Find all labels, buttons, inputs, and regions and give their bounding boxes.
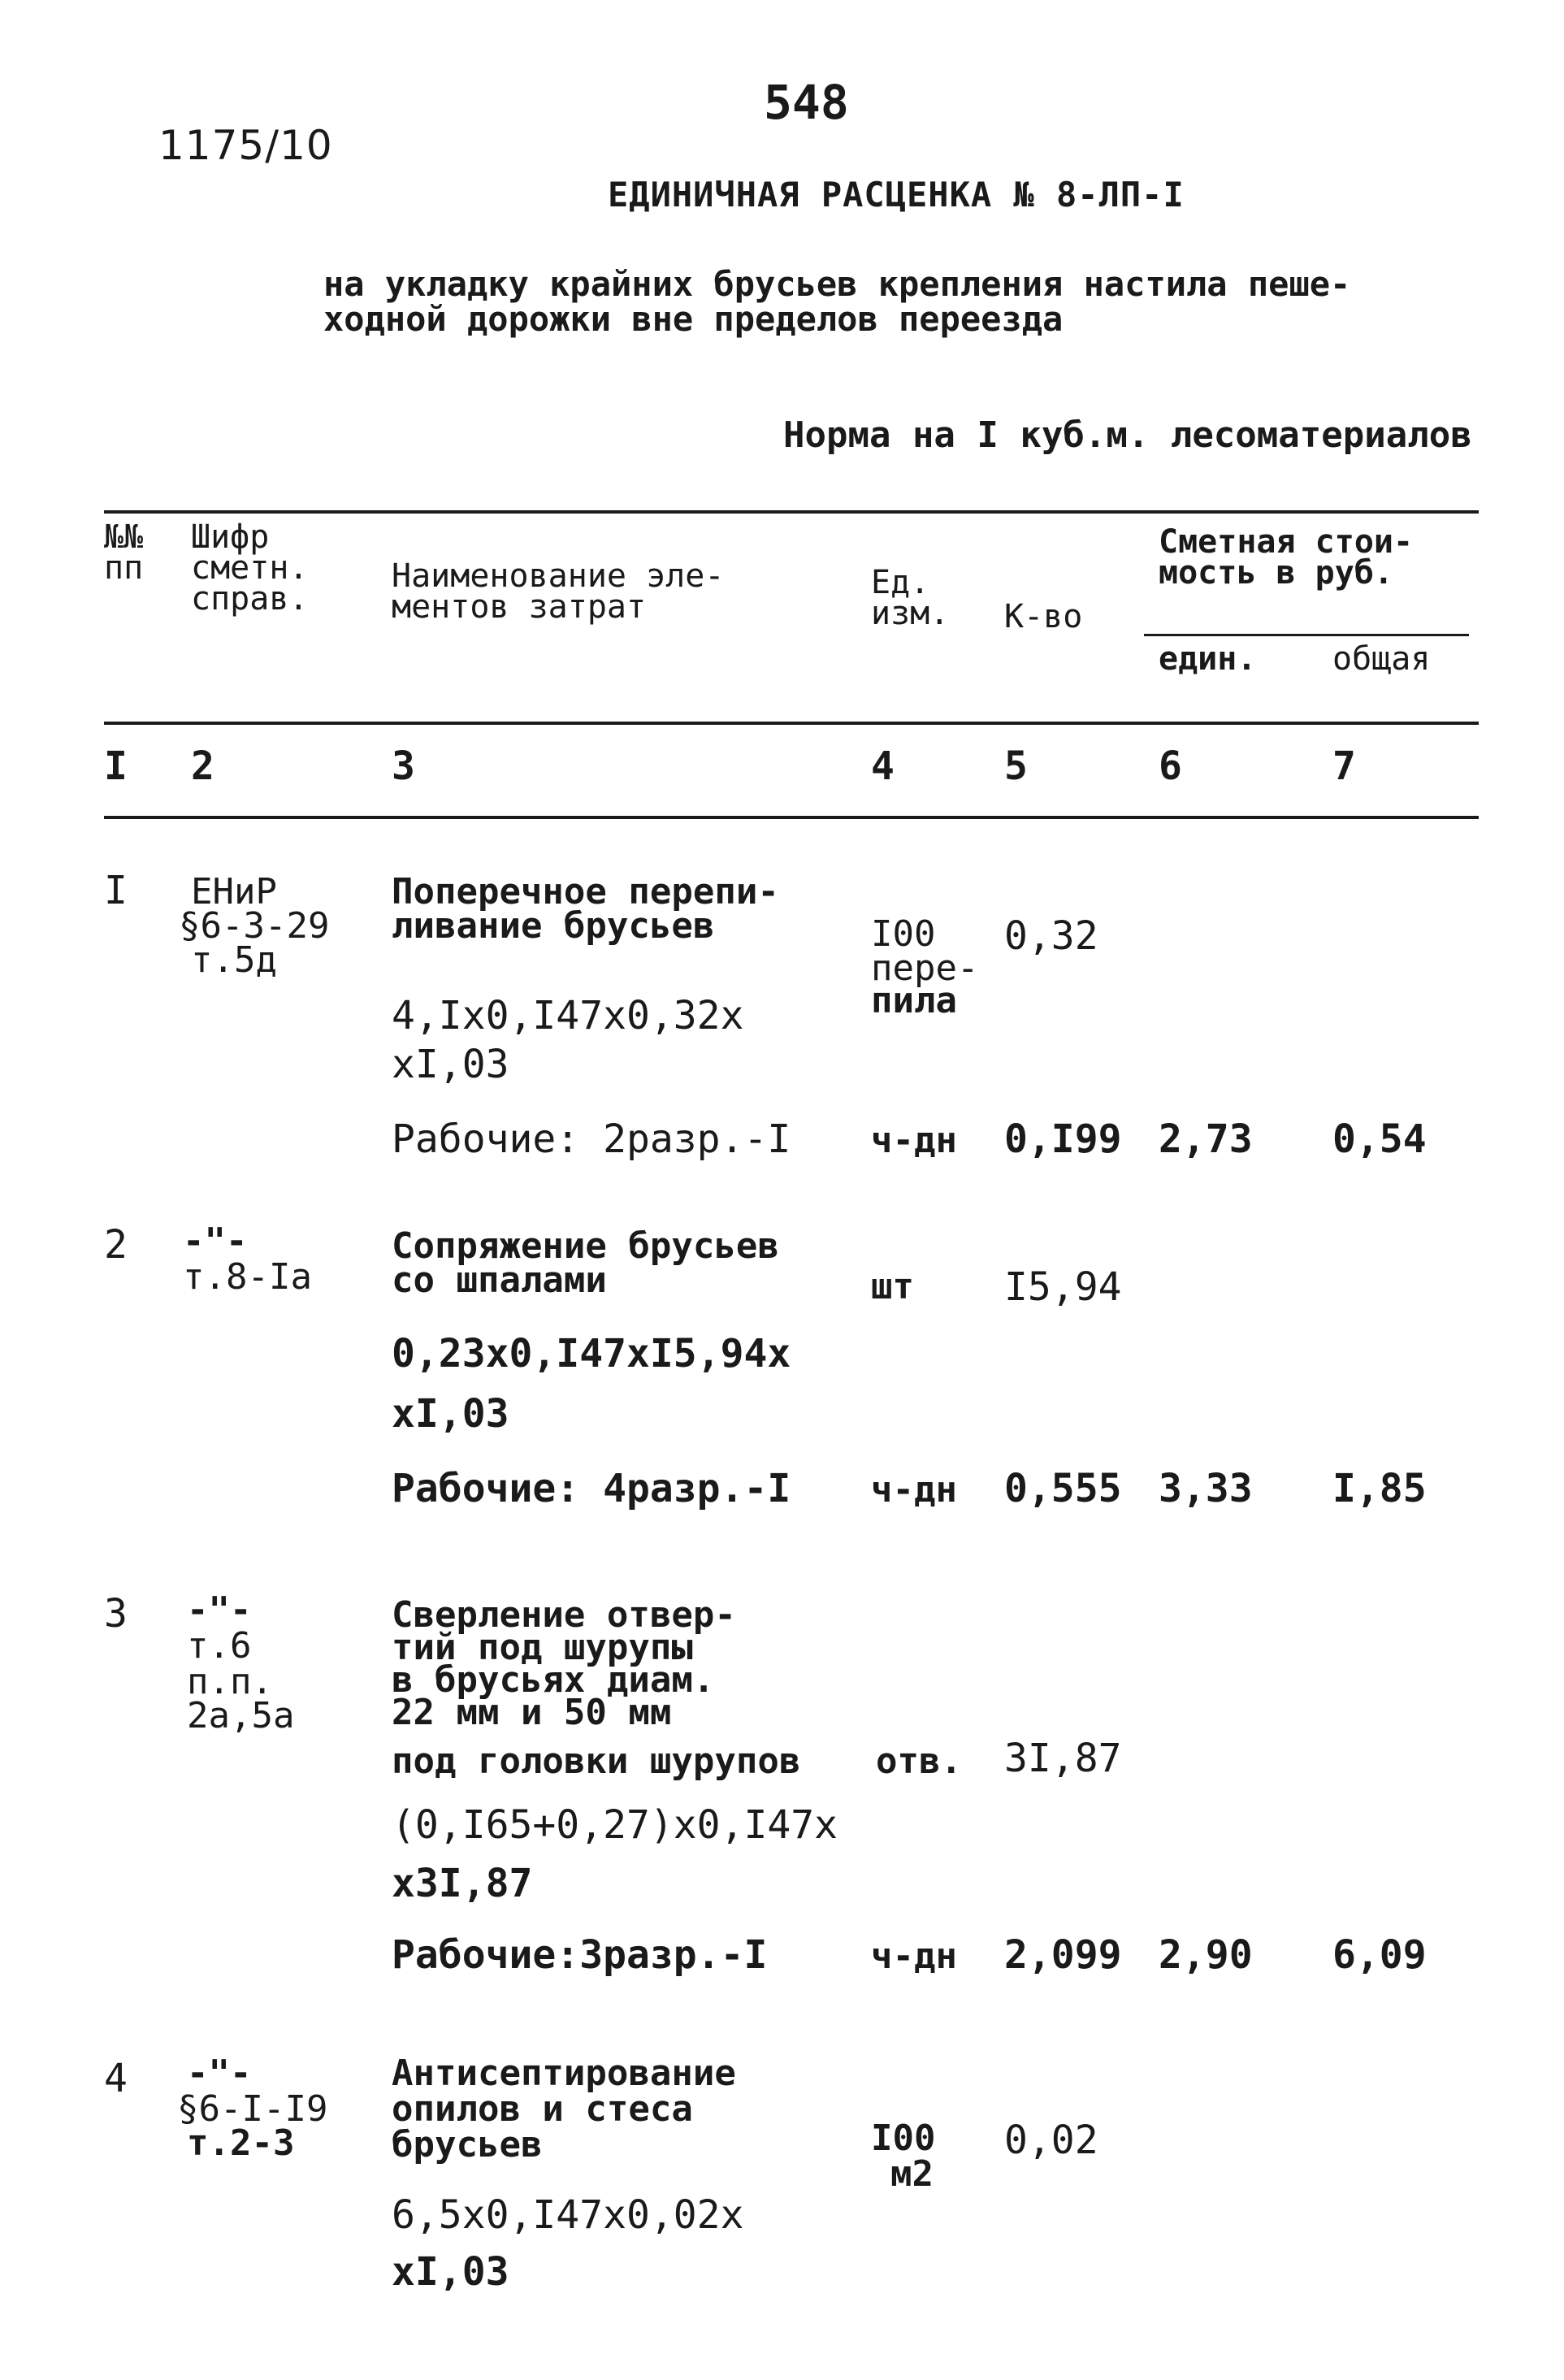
row-code: §6-I-I9 xyxy=(177,2088,328,2130)
row-formula: хI,03 xyxy=(392,2249,509,2295)
column-number: 4 xyxy=(871,743,895,789)
row-unit: шт xyxy=(871,1266,914,1307)
header-code-line3: справ. xyxy=(191,580,309,618)
row-labor: Рабочие:3разр.-I xyxy=(392,1932,768,1978)
header-cost-unit: един. xyxy=(1159,640,1257,678)
cost-sub-rule xyxy=(1144,634,1469,636)
row-name: со шпалами xyxy=(392,1259,607,1301)
row-name: тий под шурупы xyxy=(392,1627,693,1668)
row-price-total: 6,09 xyxy=(1332,1932,1427,1978)
row-code: -"- xyxy=(183,1220,248,1262)
row-price-total: I,85 xyxy=(1332,1466,1427,1511)
header-cost-total: общая xyxy=(1332,640,1431,678)
header-qty: К-во xyxy=(1004,598,1083,635)
row-formula: (0,I65+0,27)х0,I47х xyxy=(392,1802,838,1848)
handwritten-number: 1175/10 xyxy=(158,122,333,169)
row-name: под головки шурупов xyxy=(392,1741,801,1782)
row-qty: 0,02 xyxy=(1004,2118,1098,2163)
row-unit: пере- xyxy=(871,947,979,989)
row-labor: Рабочие: 4разр.-I xyxy=(392,1466,791,1511)
header-name-line1: Наименование эле- xyxy=(392,557,725,595)
row-code: -"- xyxy=(187,2053,252,2094)
column-number: 2 xyxy=(191,743,214,789)
row-qty: 3I,87 xyxy=(1004,1736,1122,1781)
header-cost-line2: мость в руб. xyxy=(1159,554,1393,592)
row-unit: I00 xyxy=(871,2118,936,2159)
row-unit: м2 xyxy=(890,2153,934,2195)
row-qty: 0,32 xyxy=(1004,913,1098,959)
row-code: ЕНиР xyxy=(191,871,277,913)
row-code: §6-3-29 xyxy=(179,905,330,947)
column-number: 7 xyxy=(1332,743,1356,789)
row-labor: Рабочие: 2разр.-I xyxy=(392,1116,791,1162)
page-number: 548 xyxy=(764,75,849,130)
row-number: 4 xyxy=(104,2056,128,2101)
header-unit-line1: Ед. xyxy=(871,564,930,601)
row-code: -"- xyxy=(187,1589,252,1631)
row-name: 22 мм и 50 мм xyxy=(392,1692,672,1733)
row-code: т.8-Iа xyxy=(183,1256,312,1298)
row-code: т.6 xyxy=(187,1625,252,1667)
row-price-unit: 2,90 xyxy=(1159,1932,1253,1978)
column-number: 5 xyxy=(1004,743,1028,789)
header-code-line2: сметн. xyxy=(191,549,309,587)
table-top-rule xyxy=(104,510,1479,514)
row-unit: I00 xyxy=(871,913,936,955)
column-number: I xyxy=(104,743,128,789)
row-number: 3 xyxy=(104,1591,128,1637)
column-number: 3 xyxy=(392,743,415,789)
row-name: Поперечное перепи- xyxy=(392,871,779,913)
header-bottom-rule xyxy=(104,722,1479,725)
row-code: 2а,5а xyxy=(187,1695,295,1736)
row-name: брусьев xyxy=(392,2124,543,2165)
row-name: в брусьях диам. xyxy=(392,1659,715,1701)
row-formula: хI,03 xyxy=(392,1391,509,1437)
colnum-bottom-rule xyxy=(104,816,1479,819)
row-number: 2 xyxy=(104,1222,128,1268)
header-num-line1: №№ xyxy=(104,518,144,556)
row-formula: 6,5х0,I47х0,02х xyxy=(392,2192,744,2238)
row-formula: 4,Iх0,I47х0,32х xyxy=(392,993,744,1038)
row-number: I xyxy=(104,868,128,913)
row-name: Сверление отвер- xyxy=(392,1594,736,1636)
subtitle-line-1: на укладку крайних брусьев крепления настила пеше- xyxy=(323,264,1351,304)
row-price-unit: 2,73 xyxy=(1159,1116,1253,1162)
row-code: т.2-3 xyxy=(187,2122,295,2164)
document-title: ЕДИНИЧНАЯ РАСЦЕНКА № 8-ЛП-I xyxy=(608,175,1185,215)
norm-line: Норма на I куб.м. лесоматериалов xyxy=(783,414,1472,456)
header-unit-line2: изм. xyxy=(871,595,950,632)
row-labor-unit: ч-дн xyxy=(871,1120,957,1161)
row-price-total: 0,54 xyxy=(1332,1116,1427,1162)
row-name: Антисептирование xyxy=(392,2053,736,2094)
row-formula: х3I,87 xyxy=(392,1861,533,1906)
row-name: опилов и стеса xyxy=(392,2088,693,2130)
row-code: т.5д xyxy=(191,939,277,981)
row-labor-qty: 0,555 xyxy=(1004,1466,1122,1511)
row-name: ливание брусьев xyxy=(392,905,715,947)
row-unit: отв. xyxy=(876,1741,962,1782)
row-formula: 0,23х0,I47хI5,94х xyxy=(392,1331,791,1376)
header-cost-line1: Сметная стои- xyxy=(1159,523,1414,561)
header-name-line2: ментов затрат xyxy=(392,588,647,626)
row-formula: хI,03 xyxy=(392,1042,509,1087)
row-labor-qty: 2,099 xyxy=(1004,1932,1122,1978)
header-num-line2: пп xyxy=(104,549,144,587)
row-labor-unit: ч-дн xyxy=(871,1469,957,1511)
row-labor-unit: ч-дн xyxy=(871,1936,957,1977)
row-name: Сопряжение брусьев xyxy=(392,1225,779,1267)
column-number: 6 xyxy=(1159,743,1182,789)
row-code: п.п. xyxy=(187,1661,273,1702)
row-unit: пила xyxy=(871,980,957,1021)
row-qty: I5,94 xyxy=(1004,1264,1122,1310)
subtitle-line-2: ходной дорожки вне пределов переезда xyxy=(323,299,1064,339)
row-labor-qty: 0,I99 xyxy=(1004,1116,1122,1162)
header-code-line1: Шифр xyxy=(191,518,270,556)
row-price-unit: 3,33 xyxy=(1159,1466,1253,1511)
